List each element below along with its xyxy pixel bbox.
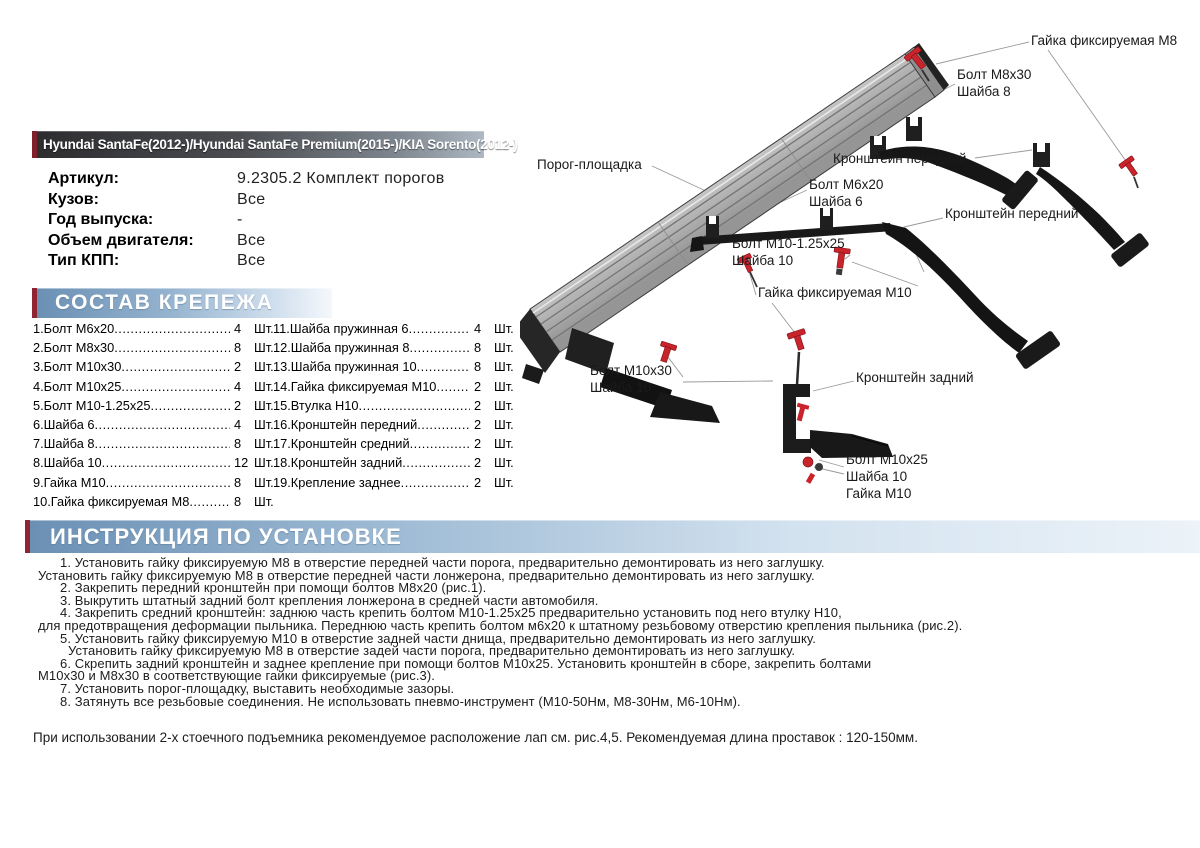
part-unit: Шт. <box>494 436 514 452</box>
bolt-m10x30 <box>656 341 677 364</box>
part-row <box>273 398 520 417</box>
info-row <box>48 252 508 273</box>
dot-leader <box>114 321 230 336</box>
dot-leader <box>436 379 470 394</box>
diagram-label: Гайка фиксируемая М8 <box>1031 33 1178 48</box>
dot-leader <box>95 436 231 451</box>
part-row <box>33 398 280 417</box>
dot-leader <box>401 475 470 490</box>
instruction-line: М10х30 и М8х30 в соответствующие гайки фиксируемые (рис.3). <box>38 668 436 684</box>
info-value: Все <box>237 231 266 249</box>
part-name: 1.Болт М6х20 <box>33 321 115 336</box>
info-row <box>48 232 508 253</box>
part-unit: Шт. <box>254 416 274 432</box>
dot-leader <box>102 455 230 470</box>
part-unit: Шт. <box>254 455 274 471</box>
instruction-line: 4. Закрепить средний кронштейн: заднюю часть крепить болтом М10-1.25х25 предварительно установить под него втулку Н10, <box>60 605 842 621</box>
instruction-line: Установить гайку фиксируемую М8 в отверстие задей части порога, предварительно демонтировать из него заглушку. <box>68 643 796 659</box>
part-unit: Шт. <box>494 474 514 490</box>
lift-note: При использовании 2-х стоечного подъемника рекомендуемое расположение лап см. рис.4,5. Рекомендуемая длина проставок : 120-150мм. <box>33 730 918 745</box>
part-name: 16.Кронштейн передний <box>273 416 418 432</box>
bolt-m10x25-parts <box>803 457 823 484</box>
part-name: 4.Болт М10х25 <box>33 378 122 394</box>
part-qty: 2 <box>474 474 482 490</box>
info-value: Все <box>237 190 266 208</box>
part-name: 17.Кронштейн средний <box>273 436 410 452</box>
part-row <box>33 494 280 513</box>
info-row <box>48 211 508 232</box>
part-qty: 8 <box>474 359 482 375</box>
part-row <box>33 475 280 494</box>
part-qty: 8 <box>474 340 482 356</box>
part-name: 5.Болт М10-1.25х25 <box>33 397 151 413</box>
part-name: 10.Гайка фиксируемая М8 <box>33 493 190 509</box>
part-qty: 4 <box>234 321 242 336</box>
instruction-line: 3. Выкрутить штатный задний болт крепления лонжерона в средней части автомобиля. <box>60 592 599 608</box>
part-name: 13.Шайба пружинная 10 <box>273 359 417 375</box>
diagram-label: Болт М10х30 Шайба 10 <box>590 363 672 395</box>
part-qty: 2 <box>474 436 482 452</box>
part-unit: Шт. <box>494 397 514 413</box>
part-unit: Шт. <box>494 378 514 394</box>
dot-leader <box>359 398 470 413</box>
models-bar <box>32 131 518 158</box>
dot-leader <box>410 436 470 451</box>
part-unit: Шт. <box>494 416 514 432</box>
part-row <box>273 455 520 474</box>
part-name: 7.Шайба 8 <box>33 436 95 452</box>
info-label: Год выпуска: <box>48 211 154 228</box>
diagram-drawing <box>520 0 1200 515</box>
part-unit: Шт. <box>254 321 274 336</box>
part-row <box>273 321 520 340</box>
info-value: Все <box>237 252 266 269</box>
info-label: Артикул: <box>48 170 119 187</box>
part-name: 8.Шайба 10 <box>33 455 102 471</box>
part-row <box>33 321 280 340</box>
dot-leader <box>150 398 230 413</box>
fixing-nut-m10 <box>787 328 810 352</box>
fasteners-list-right <box>273 321 520 494</box>
part-row <box>33 359 280 378</box>
part-name: 9.Гайка М10 <box>33 474 106 490</box>
dot-leader <box>409 321 470 336</box>
info-value: - <box>237 211 243 228</box>
part-unit: Шт. <box>254 378 274 394</box>
diagram-label: Гайка фиксируемая М10 <box>758 285 912 300</box>
part-row <box>273 359 520 378</box>
diagram-label: Болт М6х20 Шайба 6 <box>809 177 884 209</box>
dot-leader <box>121 379 230 394</box>
part-qty: 8 <box>234 436 242 452</box>
instruction-line: 7. Установить порог-площадку, выставить необходимые зазоры. <box>60 680 455 696</box>
part-name: 12.Шайба пружинная 8 <box>273 340 410 356</box>
part-row <box>273 340 520 359</box>
part-unit: Шт. <box>494 321 514 336</box>
part-row <box>33 379 280 398</box>
models-bar-text: Hyundai SantaFe(2012-)/Hyundai SantaFe Premium(2015-)/KIA Sorento(2012-) <box>43 137 518 152</box>
dot-leader <box>106 475 230 490</box>
part-qty: 8 <box>234 340 242 356</box>
part-unit: Шт. <box>494 359 514 375</box>
part-unit: Шт. <box>254 359 274 375</box>
part-qty: 12 <box>234 455 249 471</box>
diagram-label: Болт М10х25 Шайба 10 Гайка М10 <box>846 452 928 501</box>
part-name: 14.Гайка фиксируемая М10 <box>273 378 437 394</box>
part-name: 11.Шайба пружинная 6 <box>273 321 409 336</box>
fixing-nut-m8-right <box>1119 156 1142 180</box>
dot-leader <box>417 359 470 374</box>
instructions-header <box>25 520 1200 553</box>
part-row <box>273 417 520 436</box>
fasteners-header <box>32 288 332 318</box>
product-info <box>48 170 508 273</box>
instruction-line: 2. Закрепить передний кронштейн при помощи болтов М8х20 (рис.1). <box>60 580 487 596</box>
instruction-line: 6. Скрепить задний кронштейн и заднее крепление при помощи болтов М10х25. Установить кронштейн в сборе, закрепить болтами <box>60 655 872 671</box>
part-qty: 4 <box>234 416 242 432</box>
info-label: Объем двигателя: <box>48 231 194 249</box>
instruction-line: для предотвращения деформации пыльника. Переднюю часть крепить болтом м6х20 к штатному резьбовому отверстию крепления пыльника (рис.2). <box>38 617 963 633</box>
dot-leader <box>402 455 470 470</box>
part-qty: 2 <box>474 397 482 413</box>
part-name: 15.Втулка Н10 <box>273 397 359 413</box>
part-name: 3.Болт М10х30 <box>33 359 122 375</box>
part-name: 19.Крепление заднее <box>273 474 401 490</box>
part-unit: Шт. <box>254 474 274 490</box>
part-row <box>273 436 520 455</box>
instruction-line: Установить гайку фиксируемую М8 в отверстие передней части лонжерона, предварительно демонтировать из него заглушку. <box>38 567 815 583</box>
part-row <box>33 455 280 474</box>
diagram-label: Болт М8х30 Шайба 8 <box>957 67 1032 99</box>
part-unit: Шт. <box>254 340 274 356</box>
part-qty: 2 <box>474 378 482 394</box>
part-row <box>273 379 520 398</box>
part-qty: 4 <box>474 321 482 336</box>
part-qty: 2 <box>474 455 482 471</box>
part-qty: 8 <box>234 474 242 490</box>
part-unit: Шт. <box>494 340 514 356</box>
exploded-view-diagram <box>520 0 1200 515</box>
part-qty: 2 <box>234 397 242 413</box>
info-label: Тип КПП: <box>48 252 120 269</box>
diagram-label: Порог-площадка <box>537 157 642 172</box>
part-qty: 8 <box>234 493 242 509</box>
dot-leader <box>114 340 230 355</box>
fasteners-title: СОСТАВ КРЕПЕЖА <box>55 291 274 314</box>
part-unit: Шт. <box>254 493 274 509</box>
info-label: Кузов: <box>48 190 99 208</box>
part-unit: Шт. <box>254 397 274 413</box>
instruction-line: 1. Установить гайку фиксируемую М8 в отверстие передней части порога, предварительно демонтировать из него заглушку. <box>60 555 825 570</box>
dot-leader <box>189 494 230 509</box>
part-row <box>33 417 280 436</box>
part-unit: Шт. <box>254 436 274 452</box>
part-row <box>273 475 520 494</box>
part-qty: 2 <box>474 416 482 432</box>
part-qty: 2 <box>234 359 242 375</box>
dot-leader <box>417 417 470 432</box>
dot-leader <box>95 417 231 432</box>
part-name: 2.Болт М8х30 <box>33 340 115 356</box>
part-row <box>33 436 280 455</box>
dot-leader <box>121 359 230 374</box>
diagram-label: Болт М10-1.25х25 Шайба 10 <box>732 236 845 268</box>
diagram-label: Кронштейн передний <box>945 206 1079 221</box>
instruction-line: 8. Затянуть все резьбовые соединения. Не использовать пневмо-инструмент (М10-50Нм, М8-30Нм, М6-10Нм). <box>60 693 741 709</box>
instruction-line: 5. Установить гайку фиксируемую М10 в отверстие задней части днища, предварительно демонтировать из него заглушку. <box>60 630 816 646</box>
part-name: 6.Шайба 6 <box>33 416 95 432</box>
info-row <box>48 191 508 212</box>
part-name: 18.Кронштейн задний <box>273 455 403 471</box>
instructions-text <box>38 557 1193 708</box>
dot-leader <box>410 340 471 355</box>
fasteners-list-left <box>33 321 280 513</box>
part-unit: Шт. <box>494 455 514 471</box>
info-value: 9.2305.2 Комплект порогов <box>237 170 445 187</box>
instructions-title: ИНСТРУКЦИЯ ПО УСТАНОВКЕ <box>50 523 402 549</box>
diagram-label: Кронштейн задний <box>856 370 974 385</box>
diagram-label: Кронштейн передний <box>833 151 967 166</box>
part-row <box>33 340 280 359</box>
info-row <box>48 170 508 191</box>
part-qty: 4 <box>234 378 242 394</box>
